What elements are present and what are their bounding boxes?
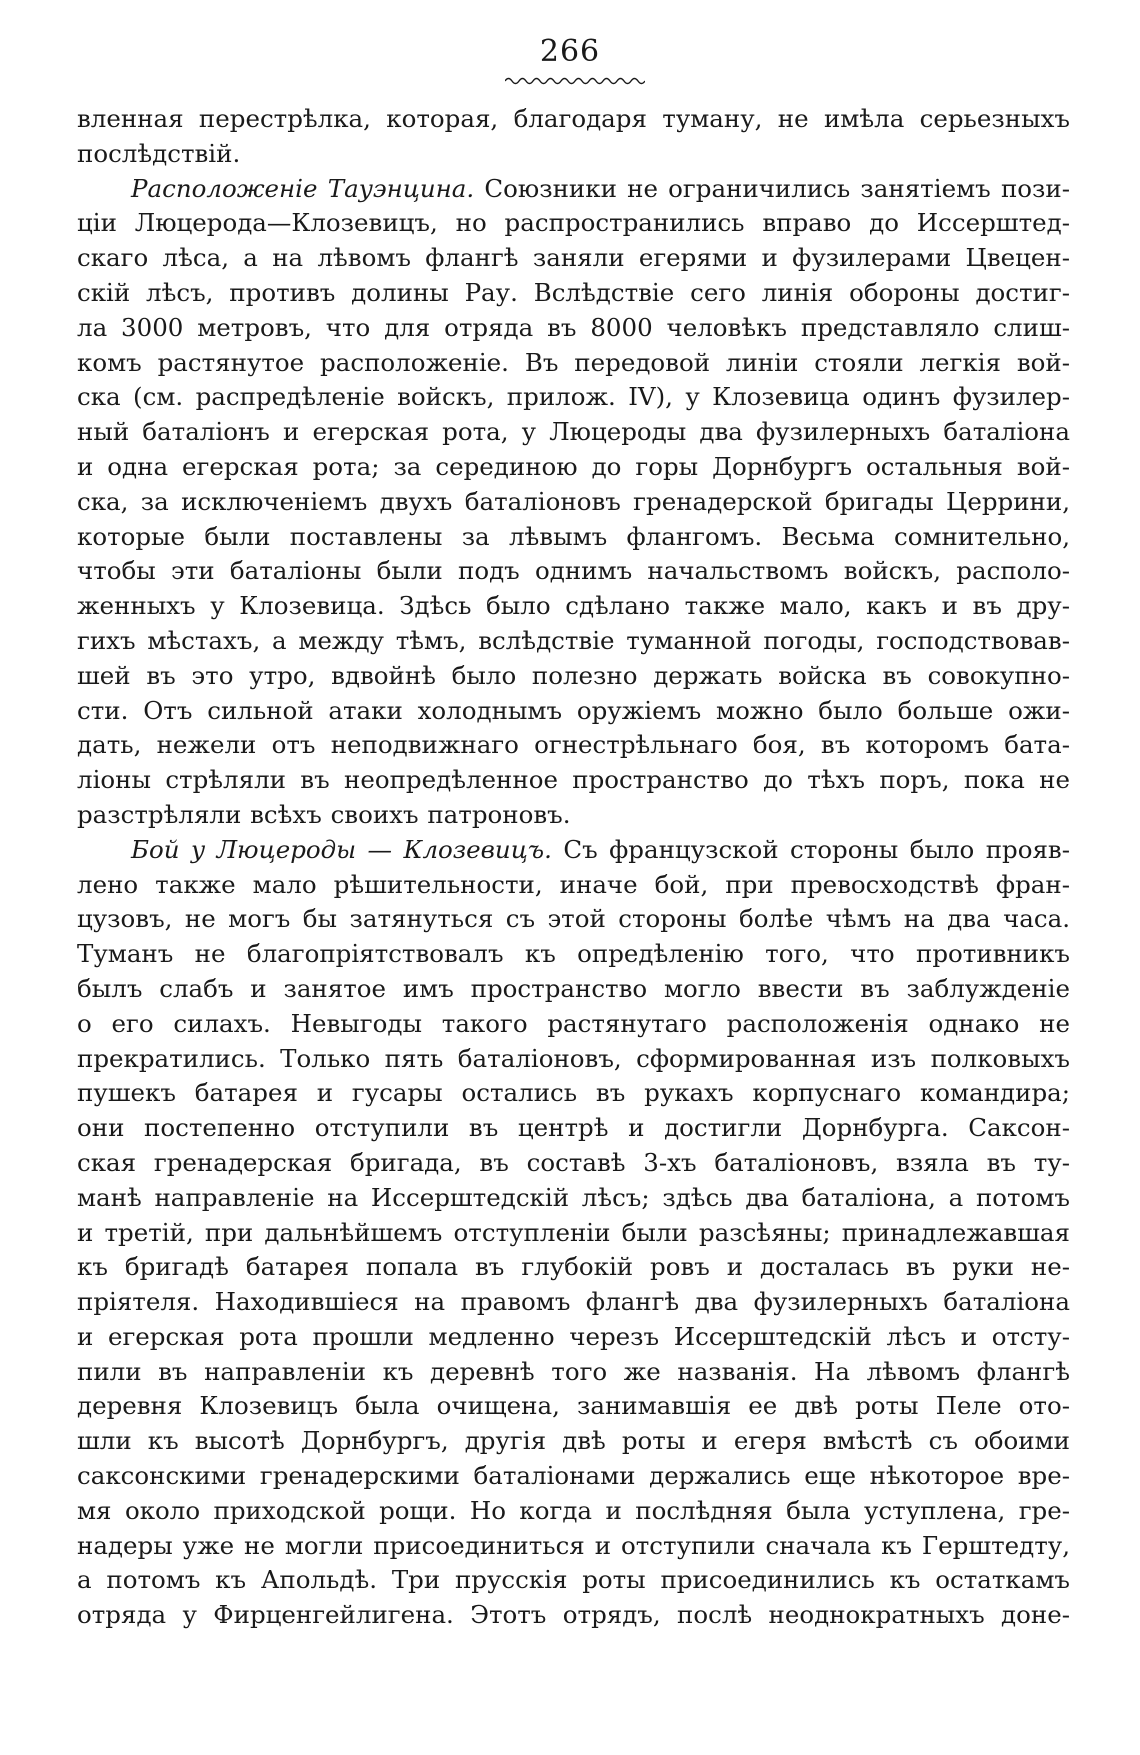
body-text: [77, 102, 1070, 1633]
text-line: ла 3000 метровъ, что для отряда въ 8000 человѣкъ представляло слиш-: [77, 312, 1070, 342]
text-line: и егерская рота прошли медленно черезъ Иссерштедскій лѣсъ и отсту-: [77, 1321, 1070, 1351]
text-line: которые были поставлены за лѣвымъ флангомъ. Весьма сомнительно,: [77, 521, 1070, 551]
text-line: комъ растянутое расположеніе. Въ передовой линіи стояли легкія вой-: [77, 347, 1070, 377]
text-line: послѣдствій.: [77, 138, 241, 168]
page-number: 266: [539, 34, 601, 69]
text-line: манѣ направленіе на Иссерштедскій лѣсъ; здѣсь два баталіона, а потомъ: [77, 1182, 1070, 1212]
text-line: прекратились. Только пять баталіоновъ, сформированная изъ полковыхъ: [77, 1043, 1070, 1073]
text-line: [77, 172, 1070, 207]
text-line: былъ слабъ и занятое имъ пространство могло ввести въ заблужденіе: [77, 973, 1070, 1003]
text-line: женныхъ у Клозевица. Здѣсь было сдѣлано также мало, какъ и въ дру-: [77, 591, 1070, 621]
text-line: разстрѣляли всѣхъ своихъ патроновъ.: [77, 799, 571, 829]
text-line: вленная перестрѣлка, которая, благодаря туману, не имѣла серьезныхъ: [77, 104, 1070, 133]
page-number-ornament-icon: [505, 76, 645, 86]
text-line: ный баталіонъ и егерская рота, у Люцероды два фузилерныхъ баталіона: [77, 417, 1070, 447]
text-line: ская гренадерская бригада, въ составѣ 3-хъ баталіоновъ, взяла въ ту-: [77, 1147, 1070, 1177]
text-line: Туманъ не благопріятствовалъ къ опредѣленію того, что противникъ: [77, 939, 1070, 969]
text-line: шей въ это утро, вдвойнѣ было полезно держать войска въ совокупно-: [77, 660, 1070, 690]
text-line: пушекъ батарея и гусары остались въ рукахъ корпуснаго командира;: [77, 1078, 1070, 1108]
text-line: пили въ направленіи къ деревнѣ того же названія. На лѣвомъ флангѣ: [77, 1356, 1070, 1386]
text-line: цузовъ, не могъ бы затянуться съ этой стороны болѣе чѣмъ на два часа.: [77, 904, 1070, 934]
text-line: [77, 833, 1070, 868]
text-line: пріятеля. Находившіеся на правомъ флангѣ два фузилерныхъ баталіона: [77, 1287, 1070, 1317]
text-line: саксонскими гренадерскими баталіонами держались еще нѣкоторое вре-: [77, 1461, 1070, 1491]
text-line: и третій, при дальнѣйшемъ отступленіи были разсѣяны; принадлежавшая: [77, 1217, 1070, 1247]
text-line: скій лѣсъ, противъ долины Рау. Вслѣдствіе сего линія обороны достиг-: [77, 277, 1070, 307]
text-line: и одна егерская рота; за серединою до горы Дорнбургъ остальныя вой-: [77, 451, 1070, 481]
text-line: дать, нежели отъ неподвижнаго огнестрѣльнаго боя, въ которомъ бата-: [77, 730, 1070, 760]
text-line: а потомъ къ Апольдѣ. Три прусскія роты присоединились къ остаткамъ: [77, 1565, 1070, 1595]
text-fragment: Союзники не ограничились занятіемъ пози-: [484, 173, 1070, 203]
section-heading-battle: Бой у Люцероды — Клозевицъ.: [131, 834, 552, 864]
section-heading-tauentzien: Расположеніе Тауэнцина.: [131, 173, 475, 203]
text-line: гихъ мѣстахъ, а между тѣмъ, вслѣдствіе туманной погоды, господствовав-: [77, 625, 1070, 655]
text-line: сти. Отъ сильной атаки холоднымъ оружіемъ можно было больше ожи-: [77, 695, 1070, 725]
text-line: къ бригадѣ батарея попала въ глубокій ровъ и досталась въ руки не-: [77, 1252, 1070, 1282]
text-line: мя около приходской рощи. Но когда и послѣдняя была уступлена, гре-: [77, 1495, 1070, 1525]
text-line: шли къ высотѣ Дорнбургъ, другія двѣ роты и егеря вмѣстѣ съ обоими: [77, 1426, 1070, 1456]
text-line: ска, за исключеніемъ двухъ баталіоновъ гренадерской бригады Церрини,: [77, 486, 1070, 516]
text-line: ска (см. распредѣленіе войскъ, прилож. IV), у Клозевица одинъ фузилер-: [77, 382, 1070, 412]
text-line: ліоны стрѣляли въ неопредѣленное пространство до тѣхъ поръ, пока не: [77, 765, 1070, 795]
text-fragment: Съ французской стороны было прояв-: [563, 834, 1070, 864]
text-line: чтобы эти баталіоны были подъ однимъ начальствомъ войскъ, располо-: [77, 556, 1070, 586]
text-line: деревня Клозевицъ была очищена, занимавшія ее двѣ роты Пеле ото-: [77, 1391, 1070, 1421]
text-line: они постепенно отступили въ центрѣ и достигли Дорнбурга. Саксон-: [77, 1113, 1070, 1143]
text-line: надеры уже не могли присоединиться и отступили сначала къ Герштедту,: [77, 1530, 1070, 1560]
text-line: о его силахъ. Невыгоды такого растянутаго расположенія однако не: [77, 1008, 1070, 1038]
text-line: скаго лѣса, а на лѣвомъ флангѣ заняли егерями и фузилерами Цвецен-: [77, 243, 1070, 273]
text-line: ціи Люцерода—Клозевицъ, но распространились вправо до Иссерштед-: [77, 208, 1070, 238]
text-line: лено также мало рѣшительности, иначе бой, при превосходствѣ фран-: [77, 869, 1070, 899]
text-line: отряда у Фирценгейлигена. Этотъ отрядъ, послѣ неоднократныхъ доне-: [77, 1600, 1070, 1630]
